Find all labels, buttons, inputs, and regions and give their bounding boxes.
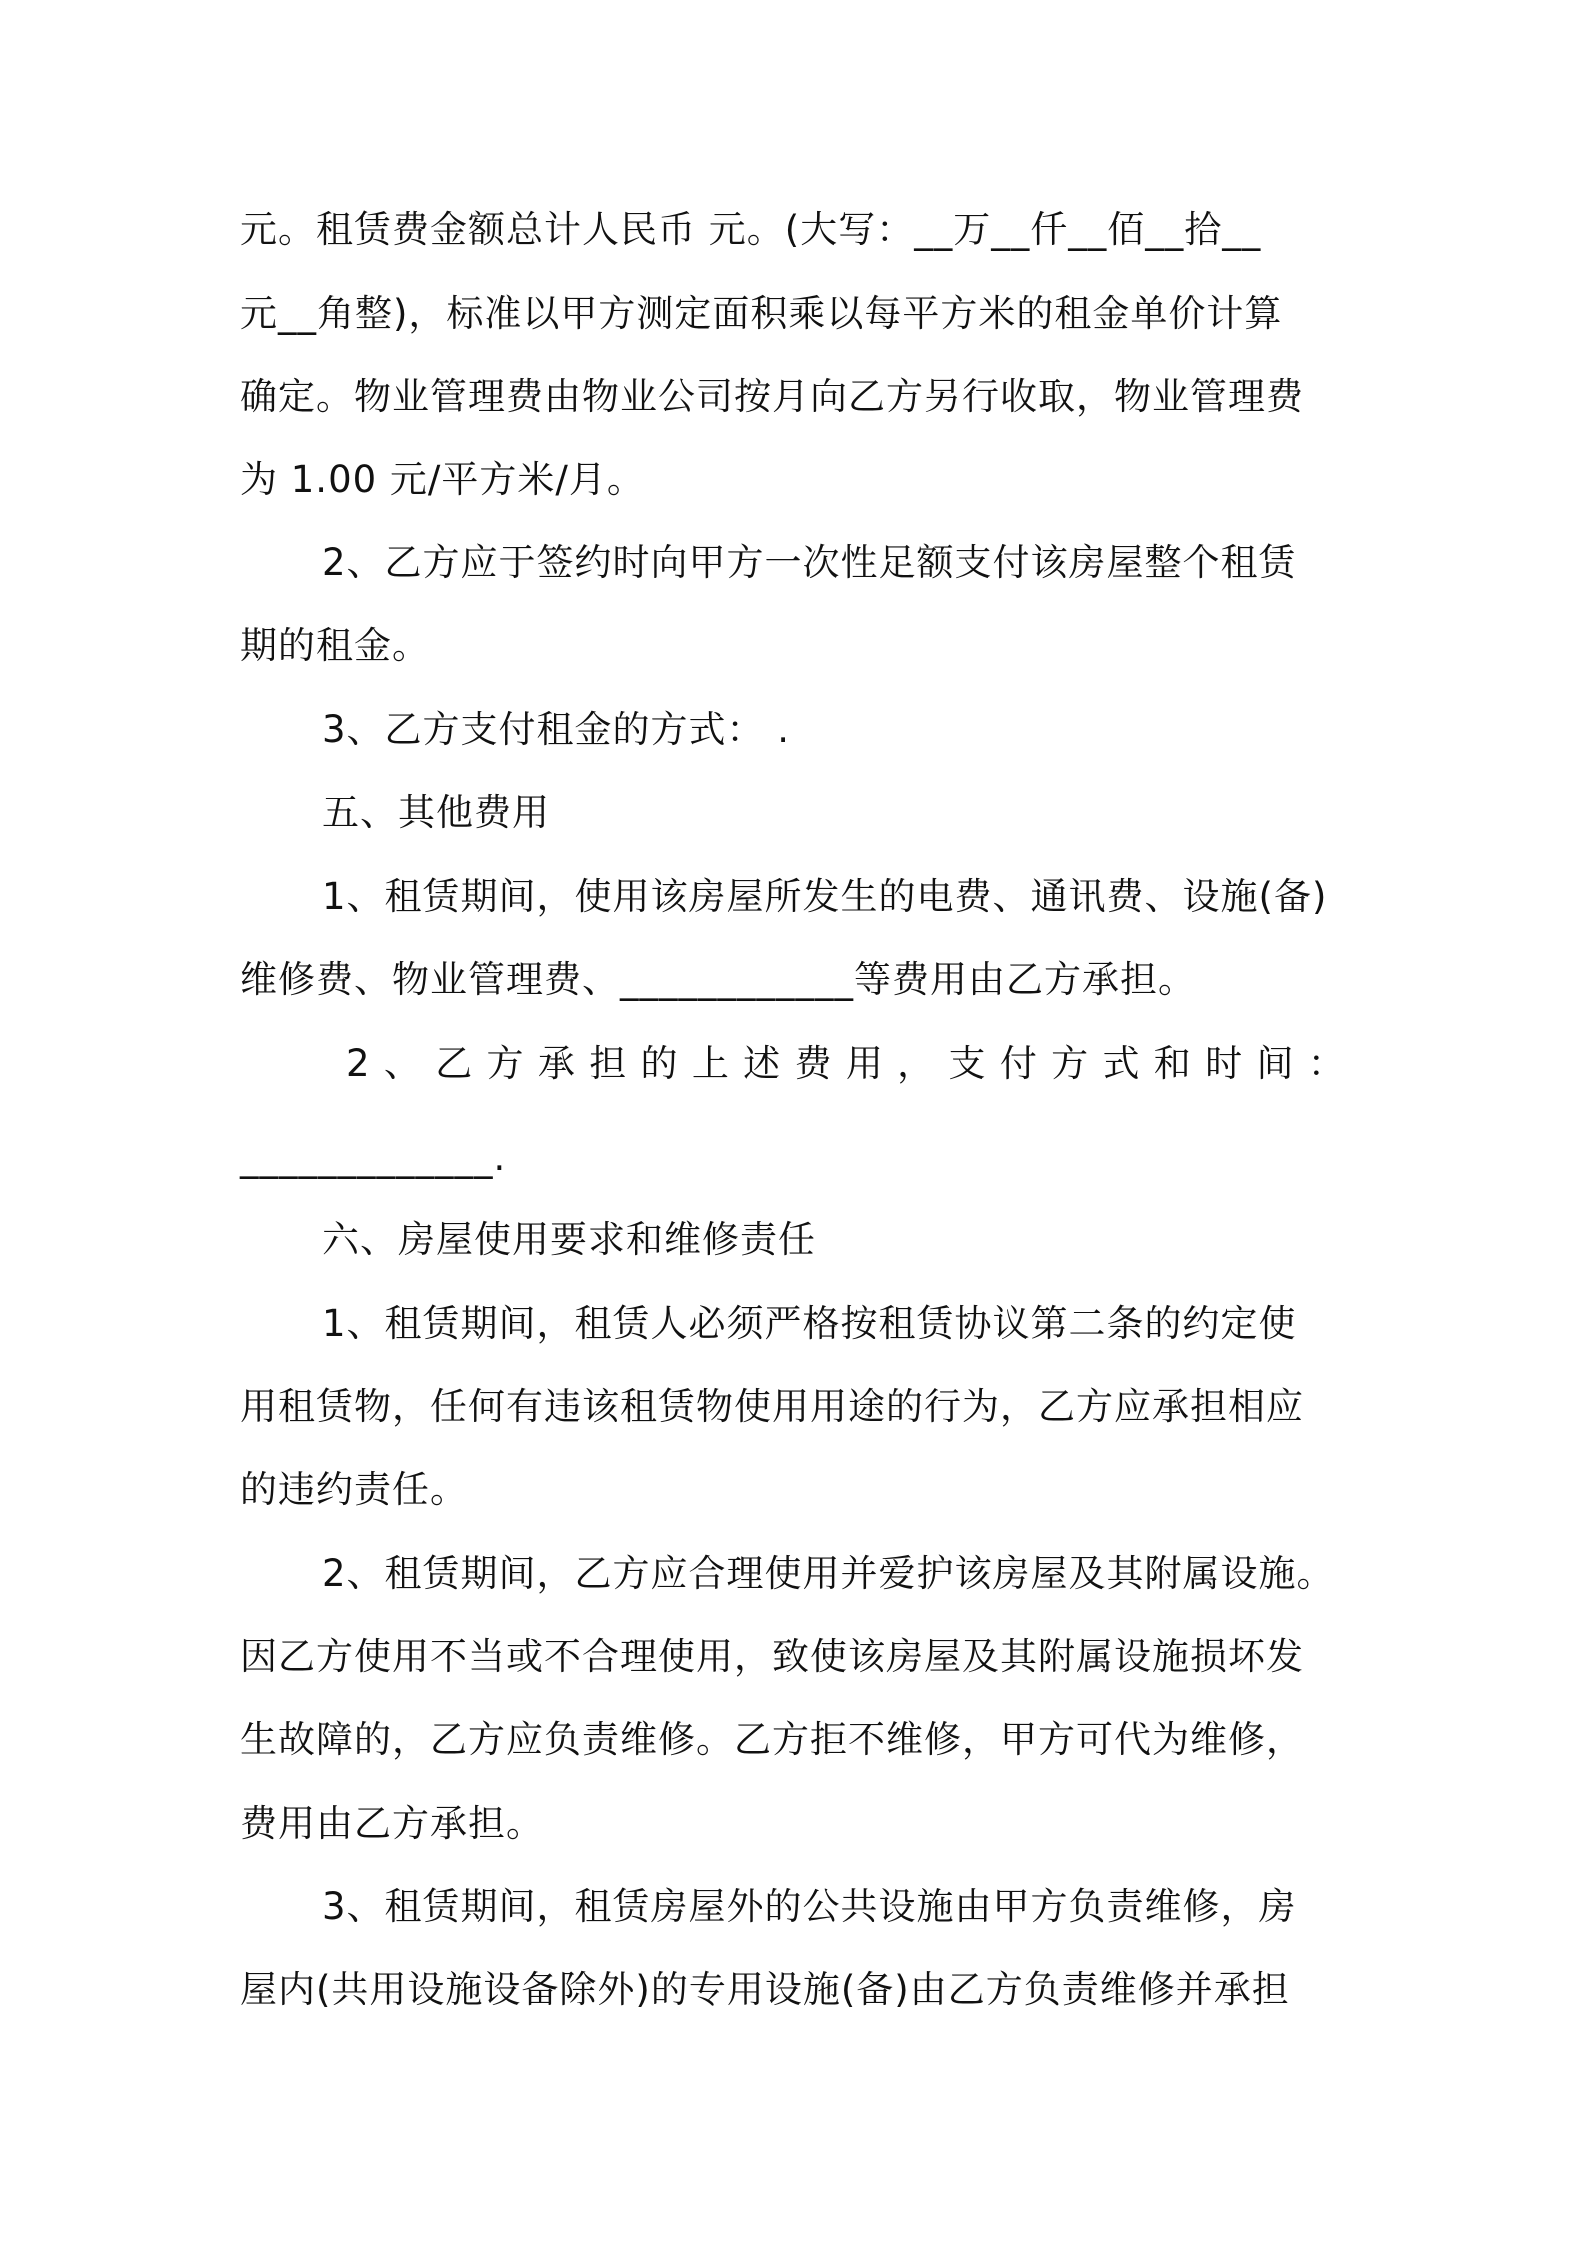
glyph: ： xyxy=(1307,1042,1346,1085)
text-line-17: 2、租赁期间，乙方应合理使用并爱护该房屋及其附属设施。 xyxy=(322,1552,1335,1595)
glyph: 、 xyxy=(383,1042,422,1085)
text-line-20: 费用由乙方承担。 xyxy=(240,1802,544,1845)
glyph: 承 xyxy=(537,1042,576,1085)
glyph: 时 xyxy=(1205,1042,1244,1085)
glyph: 用 xyxy=(845,1042,884,1085)
text-line-18: 因乙方使用不当或不合理使用，致使该房屋及其附属设施损坏发 xyxy=(240,1635,1304,1678)
text-line-14: 1、租赁期间，租赁人必须严格按租赁协议第二条的约定使 xyxy=(322,1302,1297,1345)
text-line-2: 元__角整)，标准以甲方测定面积乘以每平方米的租金单价计算 xyxy=(240,292,1283,335)
glyph: 述 xyxy=(743,1042,782,1085)
text-line-3: 确定。物业管理费由物业公司按月向乙方另行收取，物业管理费 xyxy=(240,375,1304,418)
text-line-6: 期的租金。 xyxy=(240,624,430,667)
section-heading-6: 六、房屋使用要求和维修责任 xyxy=(322,1218,816,1261)
text-line-15: 用租赁物，任何有违该租赁物使用用途的行为，乙方应承担相应 xyxy=(240,1385,1304,1428)
text-line-22: 屋内(共用设施设备除外)的专用设施(备)由乙方负责维修并承担 xyxy=(240,1968,1290,2011)
glyph: 支 xyxy=(948,1042,987,1085)
glyph: 方 xyxy=(1051,1042,1090,1085)
text-line-11 xyxy=(346,1040,1346,1088)
text-line-1: 元。租赁费金额总计人民币 元。(大写：__万__仟__佰__拾__ xyxy=(240,208,1262,251)
text-line-4: 为 1.00 元/平方米/月。 xyxy=(240,458,645,501)
glyph: 担 xyxy=(589,1042,628,1085)
glyph: 付 xyxy=(999,1042,1038,1085)
glyph: 间 xyxy=(1256,1042,1295,1085)
glyph: ， xyxy=(897,1042,936,1085)
section-heading-5: 五、其他费用 xyxy=(322,791,550,834)
text-line-19: 生故障的，乙方应负责维修。乙方拒不维修，甲方可代为维修， xyxy=(240,1718,1304,1761)
text-line-9: 1、租赁期间，使用该房屋所发生的电费、通讯费、设施(备) xyxy=(322,875,1328,918)
glyph: 方 xyxy=(486,1042,525,1085)
glyph: 和 xyxy=(1153,1042,1192,1085)
glyph: 式 xyxy=(1102,1042,1141,1085)
glyph: 的 xyxy=(640,1042,679,1085)
text-line-10: 维修费、物业管理费、____________等费用由乙方承担。 xyxy=(240,958,1196,1001)
text-line-21: 3、租赁期间，租赁房屋外的公共设施由甲方负责维修，房 xyxy=(322,1885,1297,1928)
text-line-5: 2、乙方应于签约时向甲方一次性足额支付该房屋整个租赁 xyxy=(322,541,1297,584)
glyph: 上 xyxy=(691,1042,730,1085)
text-line-16: 的违约责任。 xyxy=(240,1468,468,1511)
text-line-12: _____________. xyxy=(240,1136,507,1179)
glyph: 2 xyxy=(346,1042,371,1085)
text-line-7: 3、乙方支付租金的方式： . xyxy=(322,708,791,751)
glyph: 费 xyxy=(794,1042,833,1085)
glyph: 乙 xyxy=(435,1042,474,1085)
